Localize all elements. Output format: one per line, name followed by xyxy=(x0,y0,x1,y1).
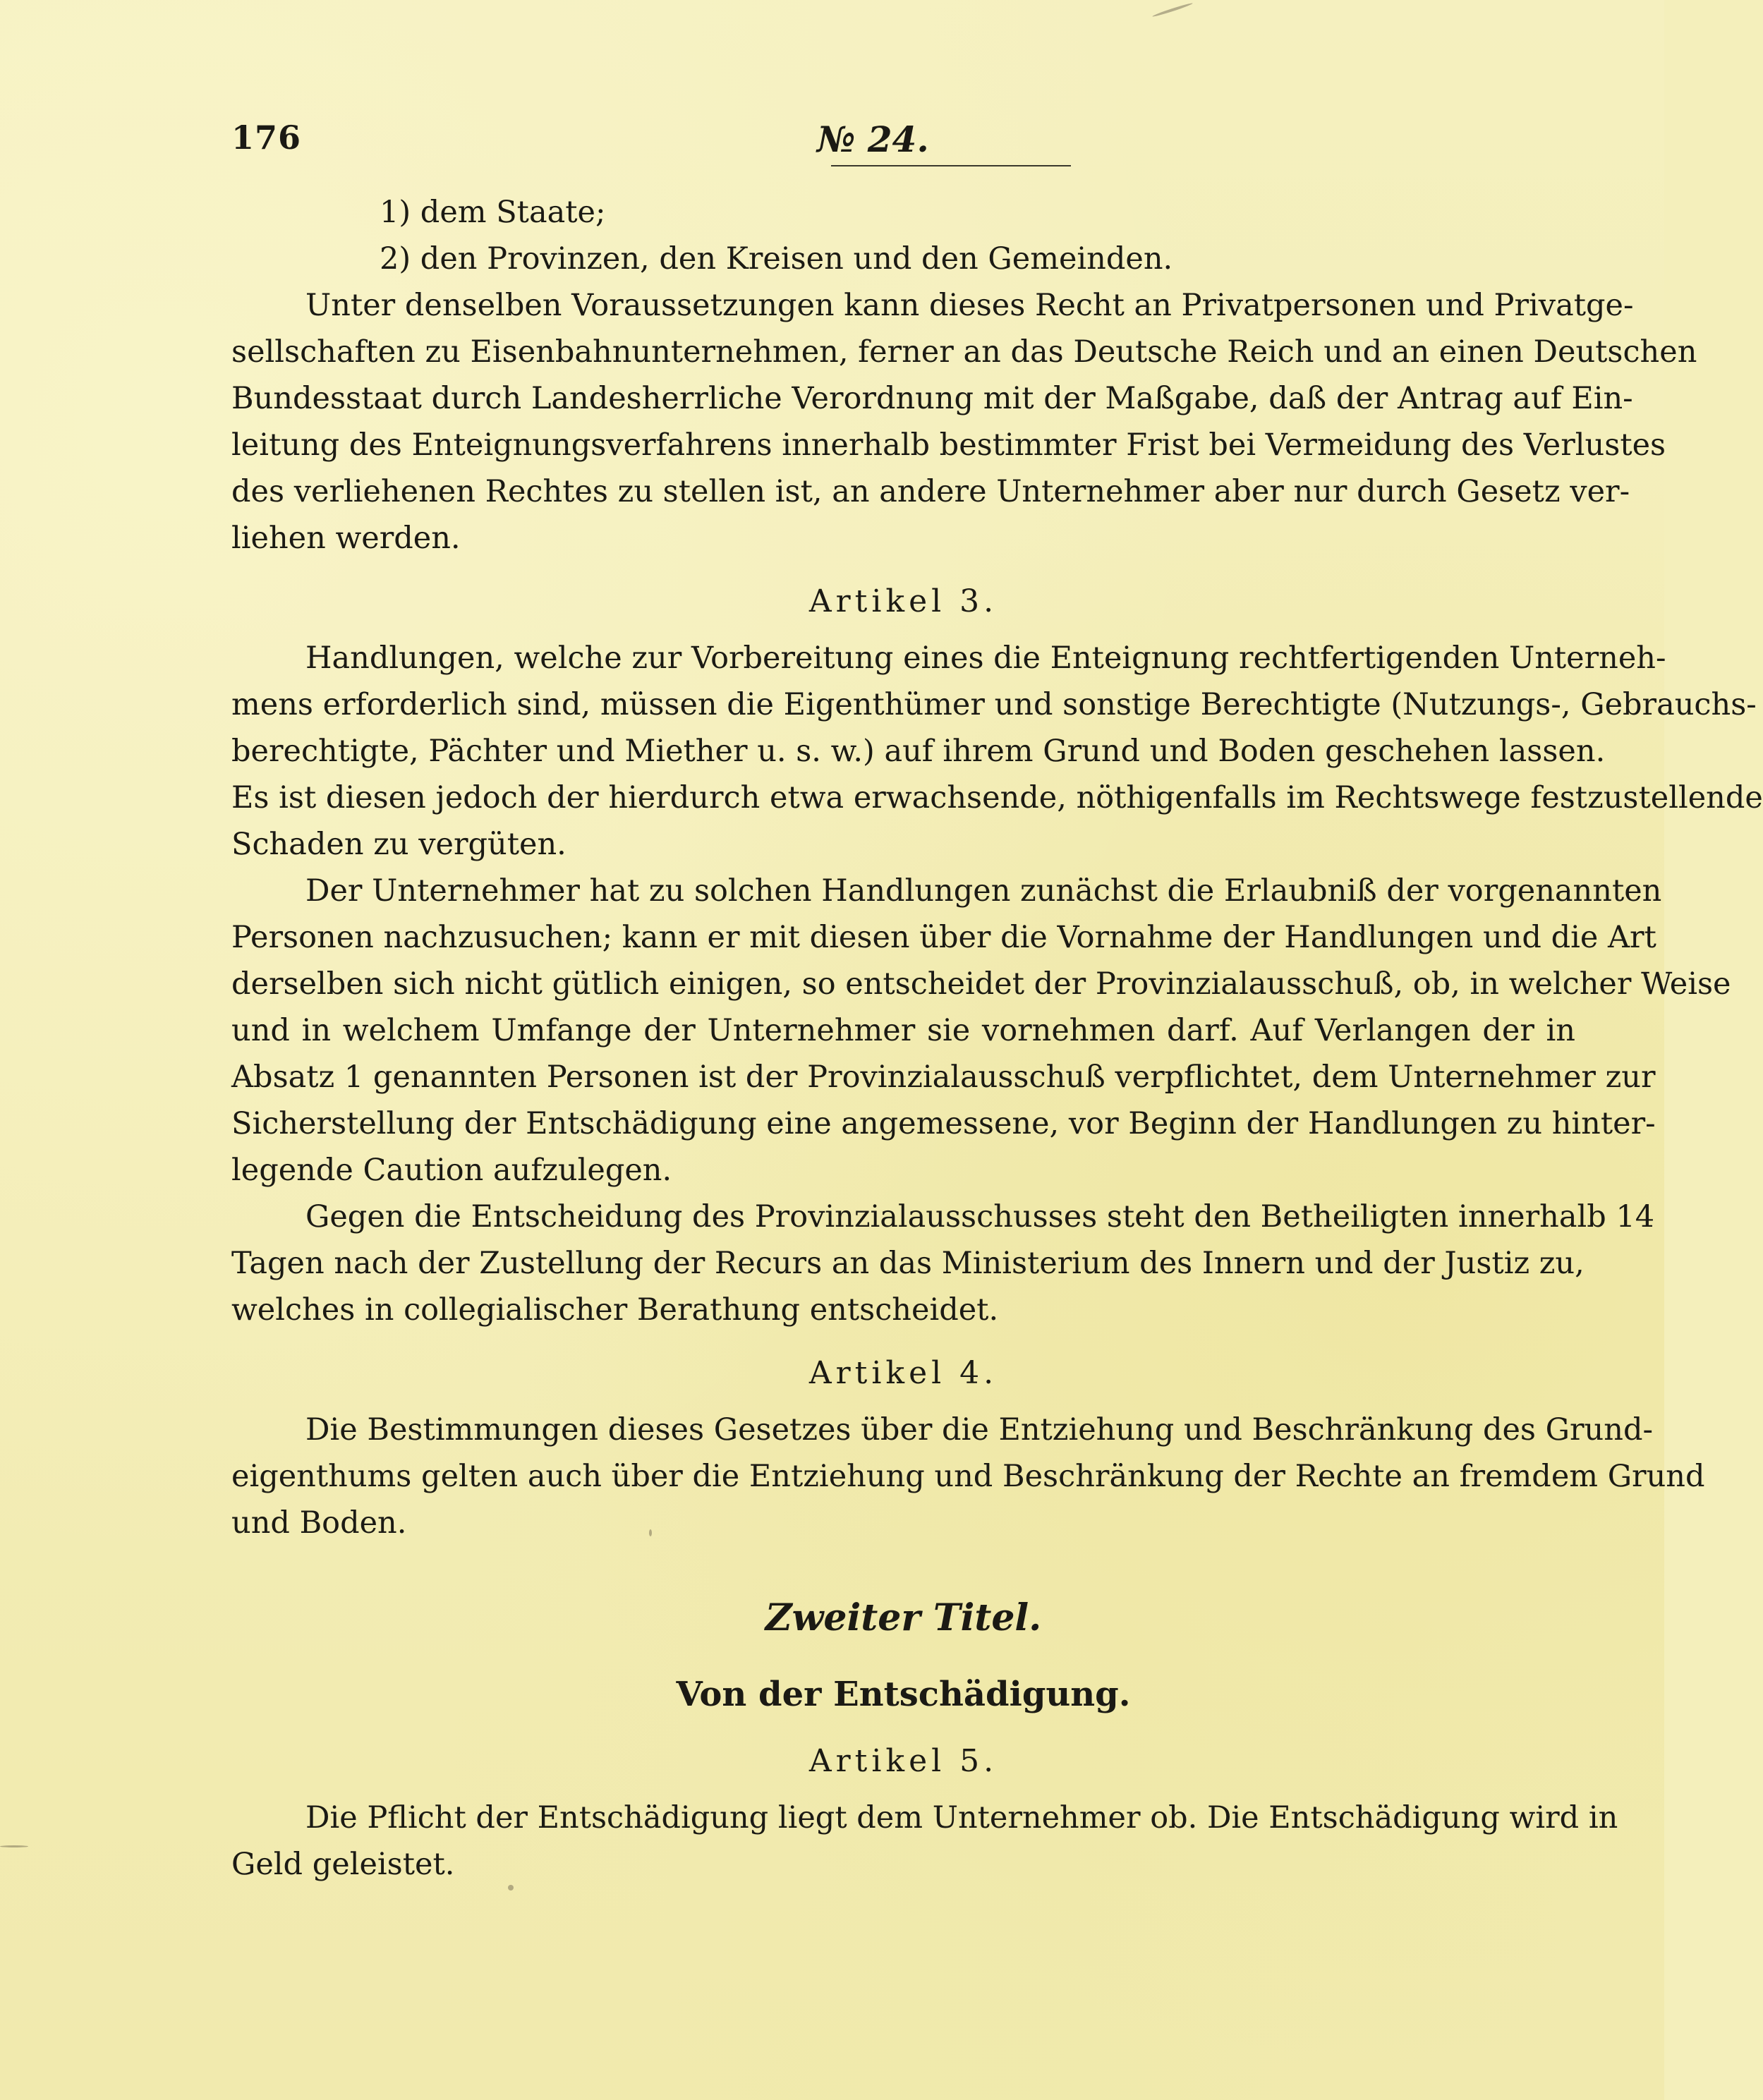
text-line: berechtigte, Pächter und Miether u. s. w.) auf ihrem Grund und Boden geschehen lassen. xyxy=(231,734,1606,769)
text-line: legende Caution aufzulegen. xyxy=(231,1153,672,1188)
text-line: des verliehenen Rechtes zu stellen ist, an andere Unternehmer aber nur durch Gesetz ver- xyxy=(231,474,1630,509)
article-5-heading: Artikel 5. xyxy=(808,1743,998,1779)
list-item: 1) dem Staate; xyxy=(380,195,606,230)
article-3-paragraph-3 xyxy=(231,1194,1655,1333)
text-line: eigenthums gelten auch über die Entziehung und Beschränkung der Rechte an fremdem Grund xyxy=(231,1459,1705,1494)
page-number: 176 xyxy=(231,119,302,157)
text-line: Unter denselben Voraussetzungen kann dieses Recht an Privatpersonen und Privatge- xyxy=(305,288,1634,323)
text-line: Handlungen, welche zur Vorbereitung eines die Enteignung rechtfertigenden Unterneh- xyxy=(305,641,1666,676)
text-line: Absatz 1 genannten Personen ist der Provinzialausschuß verpflichtet, dem Unternehmer zur xyxy=(231,1060,1656,1095)
paper-mark xyxy=(508,1885,514,1890)
text-line: Es ist diesen jedoch der hierdurch etwa erwachsende, nöthigenfalls im Rechtswege festzustellende xyxy=(231,780,1763,815)
article-3-paragraph-2 xyxy=(231,868,1731,1194)
text-line: Die Bestimmungen dieses Gesetzes über die Entziehung und Beschränkung des Grund- xyxy=(305,1412,1653,1447)
page-header xyxy=(231,113,1572,169)
text-line: und in welchem Umfange der Unternehmer sie vornehmen darf. Auf Verlangen der in xyxy=(231,1013,1575,1048)
paper-mark xyxy=(0,1845,28,1847)
text-line: Schaden zu vergüten. xyxy=(231,827,567,862)
text-line: leitung des Enteignungsverfahrens innerhalb bestimmter Frist bei Vermeidung des Verlustes xyxy=(231,427,1666,463)
issue-number: № 24. xyxy=(817,119,929,160)
list-item: 2) den Provinzen, den Kreisen und den Gemeinden. xyxy=(380,241,1173,277)
text-line: Bundesstaat durch Landesherrliche Verordnung mit der Maßgabe, daß der Antrag auf Ein- xyxy=(231,381,1633,416)
section-title: Zweiter Titel. xyxy=(765,1596,1042,1639)
text-line: derselben sich nicht gütlich einigen, so entscheidet der Provinzialausschuß, ob, in welcher Weise xyxy=(231,966,1731,1002)
page-body xyxy=(231,189,1763,1888)
text-line: sellschaften zu Eisenbahnunternehmen, ferner an das Deutsche Reich und an einen Deutschen xyxy=(231,334,1697,370)
text-line: welches in collegialischer Berathung entscheidet. xyxy=(231,1292,999,1328)
text-line: Die Pflicht der Entschädigung liegt dem Unternehmer ob. Die Entschädigung wird in xyxy=(305,1800,1618,1835)
text-line: mens erforderlich sind, müssen die Eigenthümer und sonstige Berechtigte (Nutzungs-, Gebrauchs- xyxy=(231,687,1757,722)
article-5-paragraph-1 xyxy=(231,1795,1618,1888)
text-line: Personen nachzusuchen; kann er mit diesen über die Vornahme der Handlungen und die Art xyxy=(231,920,1656,955)
section-subtitle: Von der Entschädigung. xyxy=(676,1675,1131,1714)
paper-mark xyxy=(649,1529,652,1536)
article-4-heading: Artikel 4. xyxy=(808,1355,998,1391)
text-line: Gegen die Entscheidung des Provinzialausschusses steht den Betheiligten innerhalb 14 xyxy=(305,1199,1655,1234)
text-line: Sicherstellung der Entschädigung eine angemessene, vor Beginn der Handlungen zu hinter- xyxy=(231,1106,1656,1141)
text-line: und Boden. xyxy=(231,1505,407,1541)
article-4-paragraph-1 xyxy=(231,1407,1705,1546)
header-rule xyxy=(831,165,1071,166)
paper-mark xyxy=(1152,2,1193,18)
text-line: liehen werden. xyxy=(231,521,461,556)
paragraph-intro xyxy=(231,282,1697,562)
article-3-paragraph-1 xyxy=(231,635,1763,868)
article-3-heading: Artikel 3. xyxy=(808,583,998,619)
text-line: Geld geleistet. xyxy=(231,1847,455,1882)
text-line: Tagen nach der Zustellung der Recurs an das Ministerium des Innern und der Justiz zu, xyxy=(231,1246,1585,1281)
text-line: Der Unternehmer hat zu solchen Handlungen zunächst die Erlaubniß der vorgenannten xyxy=(305,873,1662,909)
